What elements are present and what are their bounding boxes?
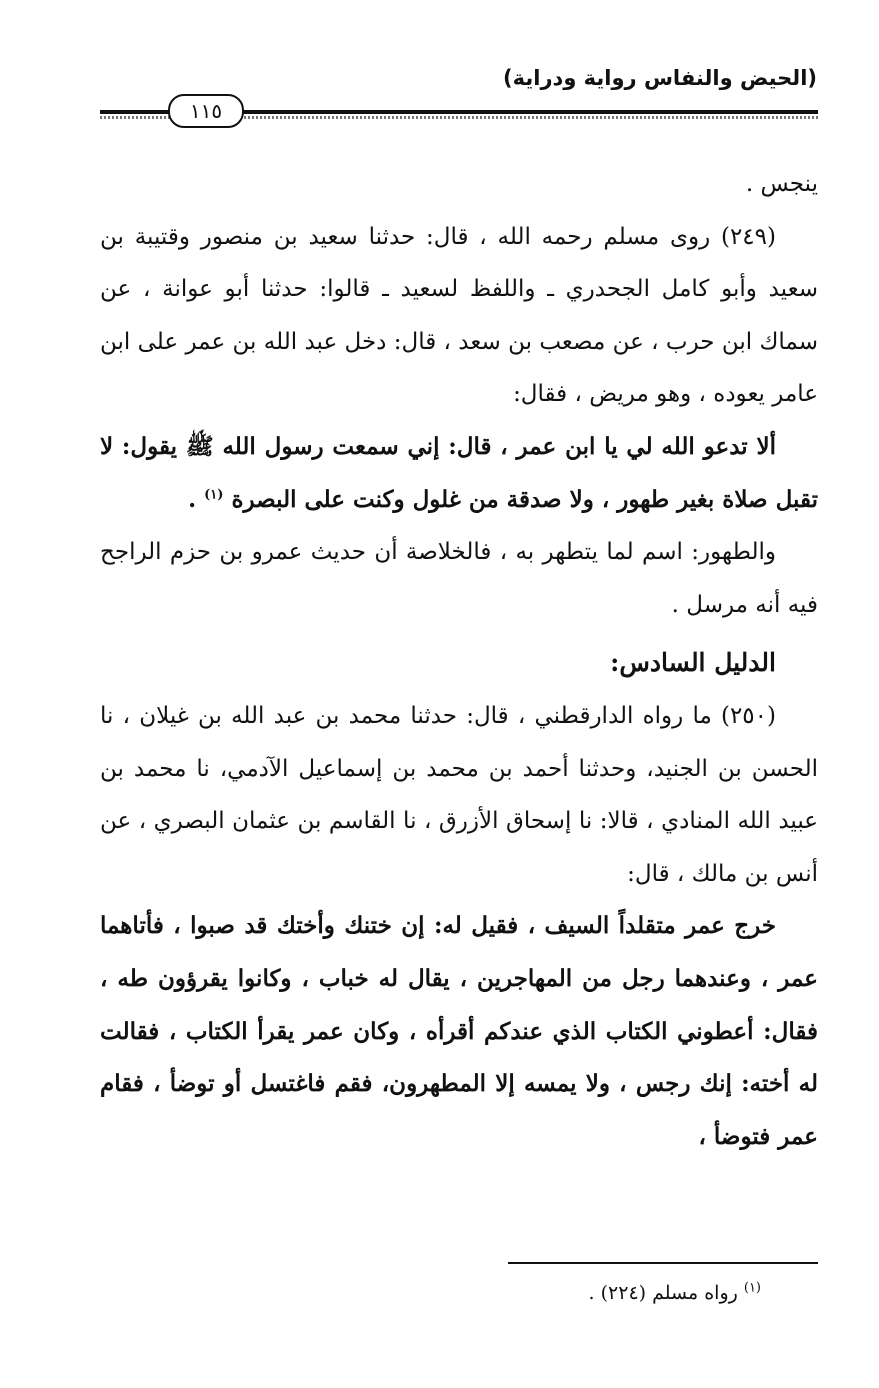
running-title: (الحيض والنفاس رواية ودراية) bbox=[503, 66, 817, 90]
footnote-1-text: رواه مسلم (٢٢٤) . bbox=[588, 1282, 738, 1304]
quote-end: . bbox=[188, 485, 205, 513]
paragraph-1: ينجس . bbox=[745, 171, 818, 197]
paragraph-3-quote bbox=[100, 421, 818, 526]
footnote-1-number: (١) bbox=[743, 1280, 761, 1296]
section-heading: الدليل السادس: bbox=[610, 648, 776, 678]
paragraph-6-quote: خرج عمر متقلداً السيف ، فقيل له: إن ختنك وأختك قد صبوا ، فأتاهما عمر ، وعندهما رجل من المهاجرين ، يقال له خباب ، وكانوا يقرؤون طه ، فقال: أعطوني الكتاب الذي عندكم أقرأه ، وكان عمر يقرأ الكتاب ، فقالت له أخته: إنك رجس ، ولا يمسه إلا المطهرون، فقم فاغتسل أو توضأ ، فقام عمر فتوضأ ، bbox=[100, 912, 818, 1150]
paragraph-5: (٢٥٠) ما رواه الدارقطني ، قال: حدثنا محمد بن عبد الله بن غيلان ، نا الحسن بن الجنيد، وحدثنا أحمد بن محمد بن إسماعيل الآدمي، نا محمد بن عبيد الله المنادي ، قالا: نا إسحاق الأزرق ، نا القاسم بن عثمان البصري ، عن أنس بن مالك ، قال: bbox=[100, 702, 818, 887]
paragraph-4: والطهور: اسم لما يتطهر به ، فالخلاصة أن حديث عمرو بن حزم الراجح فيه أنه مرسل . bbox=[100, 539, 818, 618]
paragraph-2: (٢٤٩) روى مسلم رحمه الله ، قال: حدثنا سعيد بن منصور وقتيبة بن سعيد وأبو كامل الجحدري ـ واللفظ لسعيد ـ قالوا: حدثنا أبو عوانة ، عن سماك ابن حرب ، عن مصعب بن سعد ، قال: دخل عبد الله بن عمر على ابن عامر يعوده ، وهو مريض ، فقال: bbox=[100, 223, 818, 408]
footnote-rule bbox=[508, 1262, 818, 1264]
footnote-1 bbox=[589, 1282, 761, 1304]
footnote-ref-1: (١) bbox=[204, 486, 224, 502]
quote-text: ألا تدعو الله لي يا ابن عمر ، قال: إني سمعت رسول الله ﷺ يقول: لا تقبل صلاة بغير طهور ، ولا صدقة من غلول وكنت على البصرة bbox=[100, 432, 818, 513]
body-text bbox=[100, 158, 818, 1163]
page-number: ١١٥ bbox=[168, 94, 244, 128]
